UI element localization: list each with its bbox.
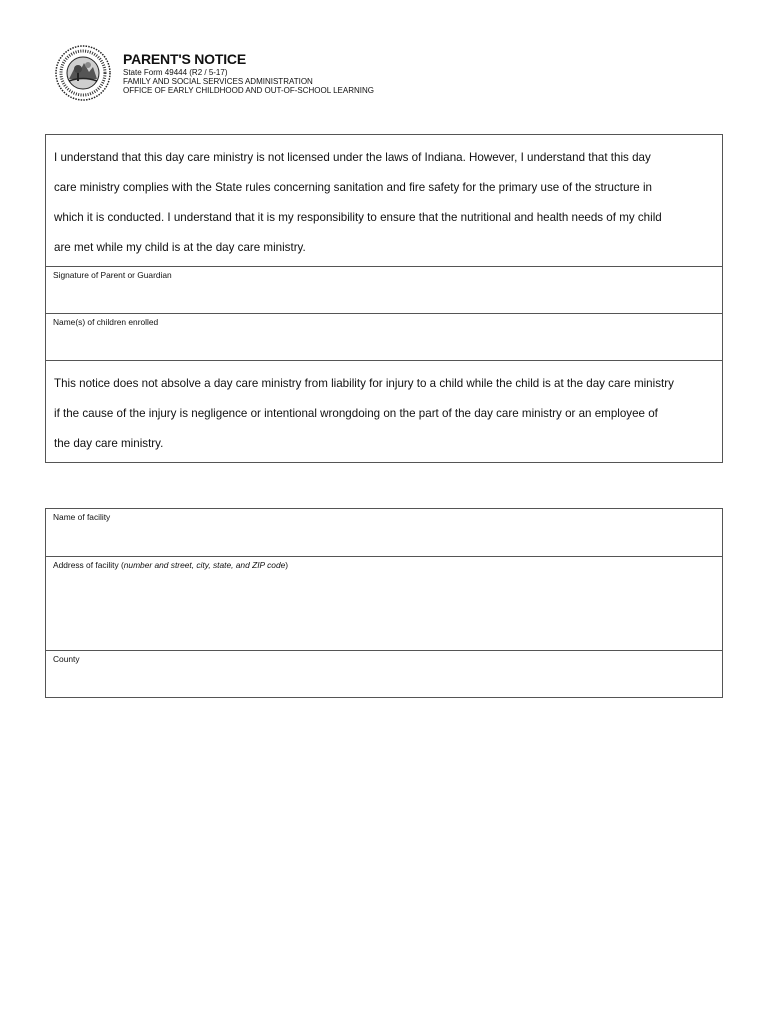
signature-label: Signature of Parent or Guardian (53, 270, 172, 280)
form-title: PARENT'S NOTICE (123, 51, 246, 67)
acknowledgement-line: which it is conducted. I understand that it is my responsibility to ensure that the nutritional and health needs of my child (54, 211, 662, 224)
children-enrolled-label: Name(s) of children enrolled (53, 317, 159, 327)
county-label: County (53, 654, 80, 664)
facility-address-label: Address of facility (number and street, city, state, and ZIP code) (53, 560, 289, 570)
signature-field[interactable] (46, 267, 722, 314)
acknowledgement-line: care ministry complies with the State rules concerning sanitation and fire safety for the primary use of the structure in (54, 181, 652, 194)
acknowledgement-line: are met while my child is at the day care ministry. (54, 241, 306, 254)
liability-line: if the cause of the injury is negligence or intentional wrongdoing on the part of the day care ministry or an employee of (54, 407, 658, 420)
facility-section (45, 508, 723, 698)
office-name: OFFICE OF EARLY CHILDHOOD AND OUT-OF-SCHOOL LEARNING (123, 86, 374, 95)
liability-line: This notice does not absolve a day care ministry from liability for injury to a child while the child is at the day care ministry (54, 377, 674, 390)
address-hint: number and street, city, state, and ZIP code (123, 560, 286, 570)
acknowledgement-line: I understand that this day care ministry is not licensed under the laws of Indiana. However, I understand that this day (54, 151, 651, 164)
acknowledgement-text (46, 135, 722, 267)
liability-line: the day care ministry. (54, 437, 164, 450)
county-field[interactable] (46, 651, 722, 697)
agency-name: FAMILY AND SOCIAL SERVICES ADMINISTRATION (123, 77, 313, 86)
liability-notice-text (46, 361, 722, 462)
form-number: State Form 49444 (R2 / 5-17) (123, 68, 228, 77)
state-seal-icon (55, 45, 111, 101)
children-enrolled-field[interactable] (46, 314, 722, 361)
facility-name-label: Name of facility (53, 512, 111, 522)
facility-address-field[interactable] (46, 557, 722, 651)
facility-name-field[interactable] (46, 509, 722, 557)
parent-notice-section (45, 134, 723, 463)
